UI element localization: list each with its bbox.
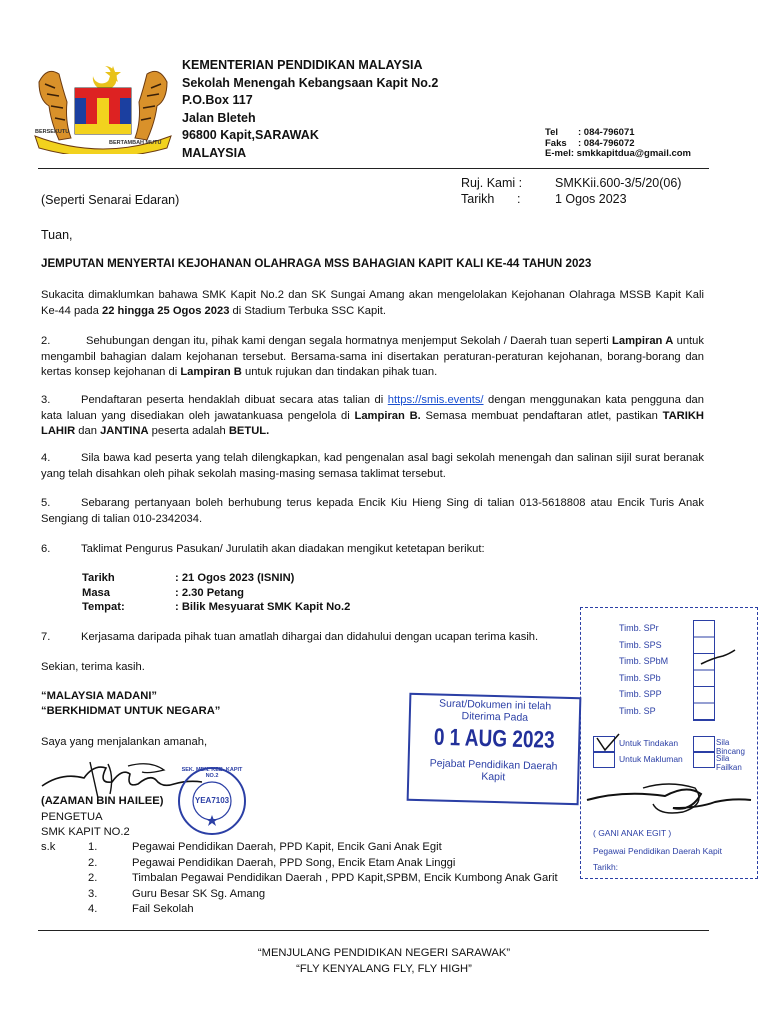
tarikh-label: Tarikh: [461, 192, 495, 206]
received-date: 0 1 AUG 2023: [433, 724, 555, 755]
seal-code: YEA7103: [194, 796, 230, 805]
sila-failkan: Sila Failkan: [716, 754, 742, 772]
cc-num: 2.: [88, 872, 98, 884]
betul: BETUL.: [228, 425, 270, 437]
motto-berkhidmat: “BERKHIDMAT UNTUK NEGARA”: [41, 705, 221, 717]
routing-row: Timb. SP: [619, 705, 656, 716]
p3-lampiran-b: Lampiran B.: [354, 409, 421, 422]
routing-row: Timb. SPb: [619, 672, 661, 683]
fax-value: : 084-796072: [578, 137, 635, 149]
officer-signature-icon: [583, 778, 755, 822]
tick-icon: [593, 732, 623, 754]
cc-text: Guru Besar SK Sg. Amang: [132, 887, 266, 900]
tel-value: : 084-796071: [578, 127, 635, 138]
country: MALAYSIA: [182, 145, 247, 160]
p2-number: 2.: [41, 335, 51, 347]
pobox: P.O.Box 117: [182, 93, 253, 107]
cc-text: Pegawai Pendidikan Daerah, PPD Kapit, Encik Gani Anak Egit: [132, 841, 442, 853]
received-line1: Surat/Dokumen ini telah: [438, 697, 552, 713]
school-seal: [176, 765, 248, 837]
detail-row: [82, 571, 350, 586]
list-item: [88, 902, 588, 918]
received-line4: Kapit: [481, 770, 506, 784]
intro-text-a: Sukacita dimaklumkan bahawa SMK Kapit No.2 dan SK Sungai Amang akan mengelolakan Kejohanan Olahraga MSSB Kapit Kali Ke-44 pada: [41, 289, 704, 317]
salutation: Tuan,: [41, 228, 73, 242]
seal-text-top: SEK. MEN. KEB. KAPIT NO.2: [181, 767, 243, 779]
routing-row: Timb. SPP: [619, 689, 662, 699]
p3-text-b: dengan menggunakan kata pengguna dan kata laluan yang disediakan oleh jawatankuasa pengelola di: [41, 394, 704, 422]
list-item: [88, 856, 588, 872]
motto-madani: “MALAYSIA MADANI”: [41, 690, 158, 702]
closing: Sekian, terima kasih.: [41, 661, 145, 673]
routing-checkbox-column: [693, 620, 715, 721]
detail-label: Tempat:: [82, 601, 125, 613]
paragraph-6: [41, 542, 704, 558]
list-item: [88, 887, 588, 903]
subject-heading: JEMPUTAN MENYERTAI KEJOHANAN OLAHRAGA MSS BAHAGIAN KAPIT KALI KE-44 TAHUN 2023: [41, 257, 592, 270]
signatory-name: (AZAMAN BIN HAILEE): [41, 795, 164, 807]
street: Jalan Bleteh: [182, 110, 256, 125]
paragraph-7: [41, 630, 601, 646]
routing-row: Timb. SPS: [619, 639, 662, 650]
routing-rows: [619, 620, 668, 719]
ruj-label: Ruj. Kami :: [461, 176, 523, 190]
detail-label: Tarikh: [82, 572, 115, 584]
intro-paragraph: [41, 288, 704, 319]
cc-label: s.k: [41, 841, 56, 853]
city: 96800 Kapit,SARAWAK: [182, 128, 319, 142]
p2-text-a: Sehubungan dengan itu, pihak kami dengan segala hormatnya menjemput Sekolah / Daerah tuan seperti: [86, 335, 613, 347]
p7-number: 7.: [41, 631, 51, 643]
cc-num: 2.: [88, 856, 98, 869]
p3-text-a: Pendaftaran peserta hendaklah dibuat secara atas talian di: [81, 394, 388, 406]
signatory-block: [41, 794, 163, 841]
p6-number: 6.: [41, 543, 51, 555]
school-name: Sekolah Menengah Kebangsaan Kapit No.2: [182, 75, 439, 90]
intro-text-b: di Stadium Terbuka SSC Kapit.: [229, 304, 386, 317]
header-divider: [38, 168, 709, 169]
p2-text-b: untuk mengambil bahagian dalam kejohanan tersebut. Bersama-sama ini disertakan peraturan-peraturan kejohanan, borang-borang dan kertas konsep kejohanan di: [41, 335, 704, 378]
jantina: JANTINA: [100, 425, 149, 437]
routing-tarikh: Tarikh:: [593, 862, 619, 872]
p3-text-e: peserta adalah: [148, 425, 229, 437]
p2-text-c: untuk rujukan dan tindakan pihak tuan.: [241, 366, 438, 378]
registration-link[interactable]: https://smis.events/: [387, 394, 484, 406]
cc-text: Timbalan Pegawai Pendidikan Daerah , PPD Kapit,SPBM, Encik Kumbong Anak Garit: [132, 872, 558, 884]
detail-label: Masa: [82, 586, 110, 599]
detail-value: : 2.30 Petang: [175, 586, 245, 599]
footer-line2: “FLY KENYALANG FLY, FLY HIGH”: [296, 963, 472, 975]
paragraph-5: [41, 496, 704, 527]
checkmark-icon: [699, 648, 739, 670]
contact-block: [545, 128, 691, 160]
footer-line1: “MENJULANG PENDIDIKAN NEGERI SARAWAK”: [257, 947, 511, 959]
cc-num: 1.: [88, 841, 98, 853]
paragraph-2: [41, 334, 704, 381]
recipient: (Seperti Senarai Edaran): [41, 193, 180, 207]
detail-row: [82, 586, 350, 601]
cc-text: Fail Sekolah: [132, 903, 194, 915]
signatory-title: PENGETUA: [41, 810, 103, 823]
detail-value: : Bilik Mesyuarat SMK Kapit No.2: [175, 601, 351, 613]
tarikh-value: 1 Ogos 2023: [555, 192, 627, 206]
untuk-makluman-box: [593, 752, 615, 768]
p6-text: Taklimat Pengurus Pasukan/ Jurulatih akan diadakan mengikut ketetapan berikut:: [81, 543, 485, 555]
tarikh-lahir: TARIKH LAHIR: [41, 409, 705, 437]
email-label: E-mel: [545, 148, 571, 159]
received-stamp: [407, 693, 582, 805]
sila-bincang: Sila Bincang: [716, 738, 745, 756]
sila-failkan-box: [693, 752, 715, 768]
lampiran-a: Lampiran A: [612, 335, 674, 347]
tarikh-colon: :: [517, 192, 521, 206]
ministry-name: KEMENTERIAN PENDIDIKAN MALAYSIA: [182, 58, 423, 72]
detail-value: : 21 Ogos 2023 (ISNIN): [175, 572, 295, 584]
paragraph-4: [41, 451, 704, 482]
routing-stamp: [580, 607, 758, 879]
cc-num: 3.: [88, 887, 98, 900]
malaysia-coat-of-arms: [33, 62, 173, 154]
event-dates: 22 hingga 25 Ogos 2023: [101, 304, 230, 317]
p5-text: Sebarang pertanyaan boleh berhubung terus kepada Encik Kiu Hieng Sing di talian 013-5618808 atau Encik Turis Anak Sengiang di talian 010-2342034.: [41, 497, 704, 525]
cc-text: Pegawai Pendidikan Daerah, PPD Song, Encik Etam Anak Linggi: [132, 856, 456, 869]
received-line2: Diterima Pada: [461, 710, 529, 724]
letterhead-address: [182, 57, 438, 162]
p4-text: Sila bawa kad peserta yang telah dilengkapkan, kad pengenalan asal bagi sekolah menengah dan salinan sijil surat beranak yang telah disahkan oleh pihak sekolah masing-masing semasa taklimat tersebut.: [41, 452, 704, 480]
untuk-makluman: Untuk Makluman: [619, 754, 683, 764]
p5-number: 5.: [41, 497, 51, 509]
crest-motto-left: BERSEKUTU: [35, 129, 70, 135]
signatory-org: SMK KAPIT NO.2: [41, 826, 130, 838]
p3-text-d: dan: [75, 425, 101, 437]
cc-num: 4.: [88, 903, 98, 915]
fax-label: Faks: [545, 137, 567, 149]
tel-label: Tel: [545, 127, 559, 138]
list-item: [88, 840, 588, 856]
p3-text-c: Semasa membuat pendaftaran atlet, pastikan: [420, 409, 663, 422]
lampiran-b: Lampiran B: [180, 366, 242, 378]
email-value: : smkkapitdua@gmail.com: [570, 148, 692, 159]
list-item: [88, 871, 588, 887]
received-line3: Pejabat Pendidikan Daerah: [429, 757, 558, 773]
paragraph-3: [41, 393, 704, 440]
p4-number: 4.: [41, 452, 51, 464]
detail-row: [82, 600, 350, 615]
sila-bincang-box: [693, 736, 715, 752]
routing-row: Timb. SPr: [619, 623, 659, 633]
untuk-tindakan: Untuk Tindakan: [619, 738, 679, 748]
amanah: Saya yang menjalankan amanah,: [41, 736, 208, 748]
p3-number: 3.: [41, 394, 51, 406]
officer-title: Pegawai Pendidikan Daerah Kapit: [593, 846, 723, 856]
briefing-details: [82, 571, 350, 615]
routing-row: Timb. SPbM: [619, 656, 669, 666]
crest-motto-right: BERTAMBAH MUTU: [109, 140, 162, 146]
footer-divider: [38, 930, 709, 931]
p7-text: Kerjasama daripada pihak tuan amatlah dihargai dan didahului dengan ucapan terima kasih.: [81, 631, 539, 643]
cc-list: [88, 840, 588, 918]
ruj-value: SMKKii.600-3/5/20(06): [555, 176, 682, 190]
officer-name: ( GANI ANAK EGIT ): [593, 828, 672, 838]
